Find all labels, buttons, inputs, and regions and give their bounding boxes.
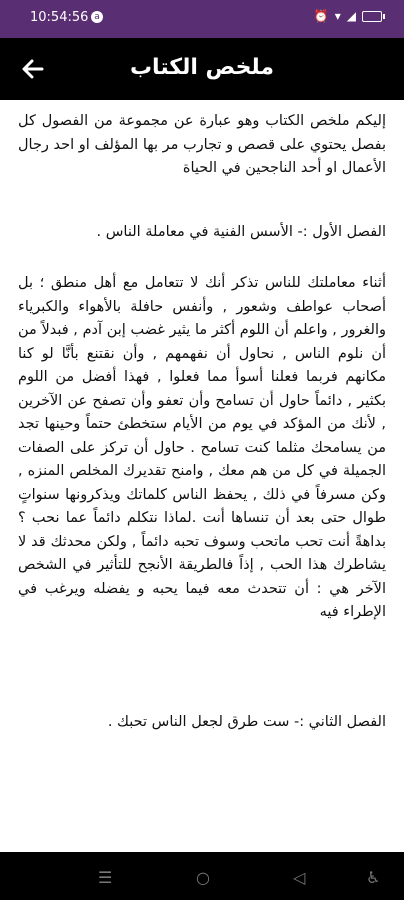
accessibility-icon[interactable]: ♿	[366, 868, 381, 887]
signal-icon: ◢	[346, 9, 356, 23]
alarm-icon: ⏰	[313, 9, 329, 23]
status-time: 10:54:56	[30, 10, 89, 25]
notification-icon: a	[91, 11, 103, 23]
app-bar	[0, 38, 404, 100]
wifi-icon: ▾	[334, 9, 341, 23]
status-bar	[0, 0, 404, 38]
battery-icon	[362, 11, 382, 22]
status-icons	[314, 9, 382, 23]
chapter2-title: الفصل الثاني :- ست طرق لجعل الناس تحبك .	[107, 713, 386, 730]
system-nav-bar	[0, 852, 404, 900]
chapter1-body: أثناء معاملتك للناس تذكر أنك لا تتعامل مع أهل منطق ؛ بل أصحاب عواطف وشعور , وأنفس حافلة بالأهواء والكبرياء والغرور , واعلم أن اللوم أكثر ما يثير غضب إبن آدم , فبدلاً من أن نلوم الناس , نحاول أن نفهمهم , وأن نقتنع بأنَّا لو كنا مكانهم فربما فعلنا أسوأ مما فعلوا , فهذا أفضل من اللوم بكثير , دائماً حاول أن تسامح وأن تعفو وأن تصفح عن الآخرين , لأنك من المؤكد في يوم من الأيام ستخطئ حتماً وحينها تجد من يسامحك مثلما كنت تسامح . حاول أن تركز على الصفات الجميلة في كل من هم معك , وامنح تقديرك المخلص المنزه , وكن مسرفاً في ذلك , يحفظ الناس كلماتك ويذكرونها سنواتٍ طوال حتى بعد أن تنساها أنت .لماذا نتكلم دائماً عما نحب ؟ بداهةً أنت تحب ماتحب وسوف تحبه دائماً , ولكن محدثك قد لا يشاطرك هذا الحب , إذاً فالطريقة الأنجح للتأثير في الشخص الآخر هي : أن تتحدث معه فيما يحبه و يفضله ويرغب في الإطراء فيه	[18, 275, 386, 620]
home-icon[interactable]: ○	[196, 868, 210, 887]
summary-content[interactable]	[18, 110, 386, 840]
back-nav-icon[interactable]: ◁	[293, 868, 306, 887]
menu-icon[interactable]: ☰	[98, 868, 113, 887]
chapter1-title: الفصل الأول :- الأسس الفنية في معاملة الناس .	[96, 223, 386, 240]
page-title: ملخص الكتاب	[129, 55, 275, 80]
intro-paragraph: إليكم ملخص الكتاب وهو عبارة عن مجموعة من الفصول كل بفصل يحتوي على قصص و تجارب مر بها المؤلف او احد رجال الأعمال او أحد الناجحين في الحياة	[18, 113, 386, 176]
